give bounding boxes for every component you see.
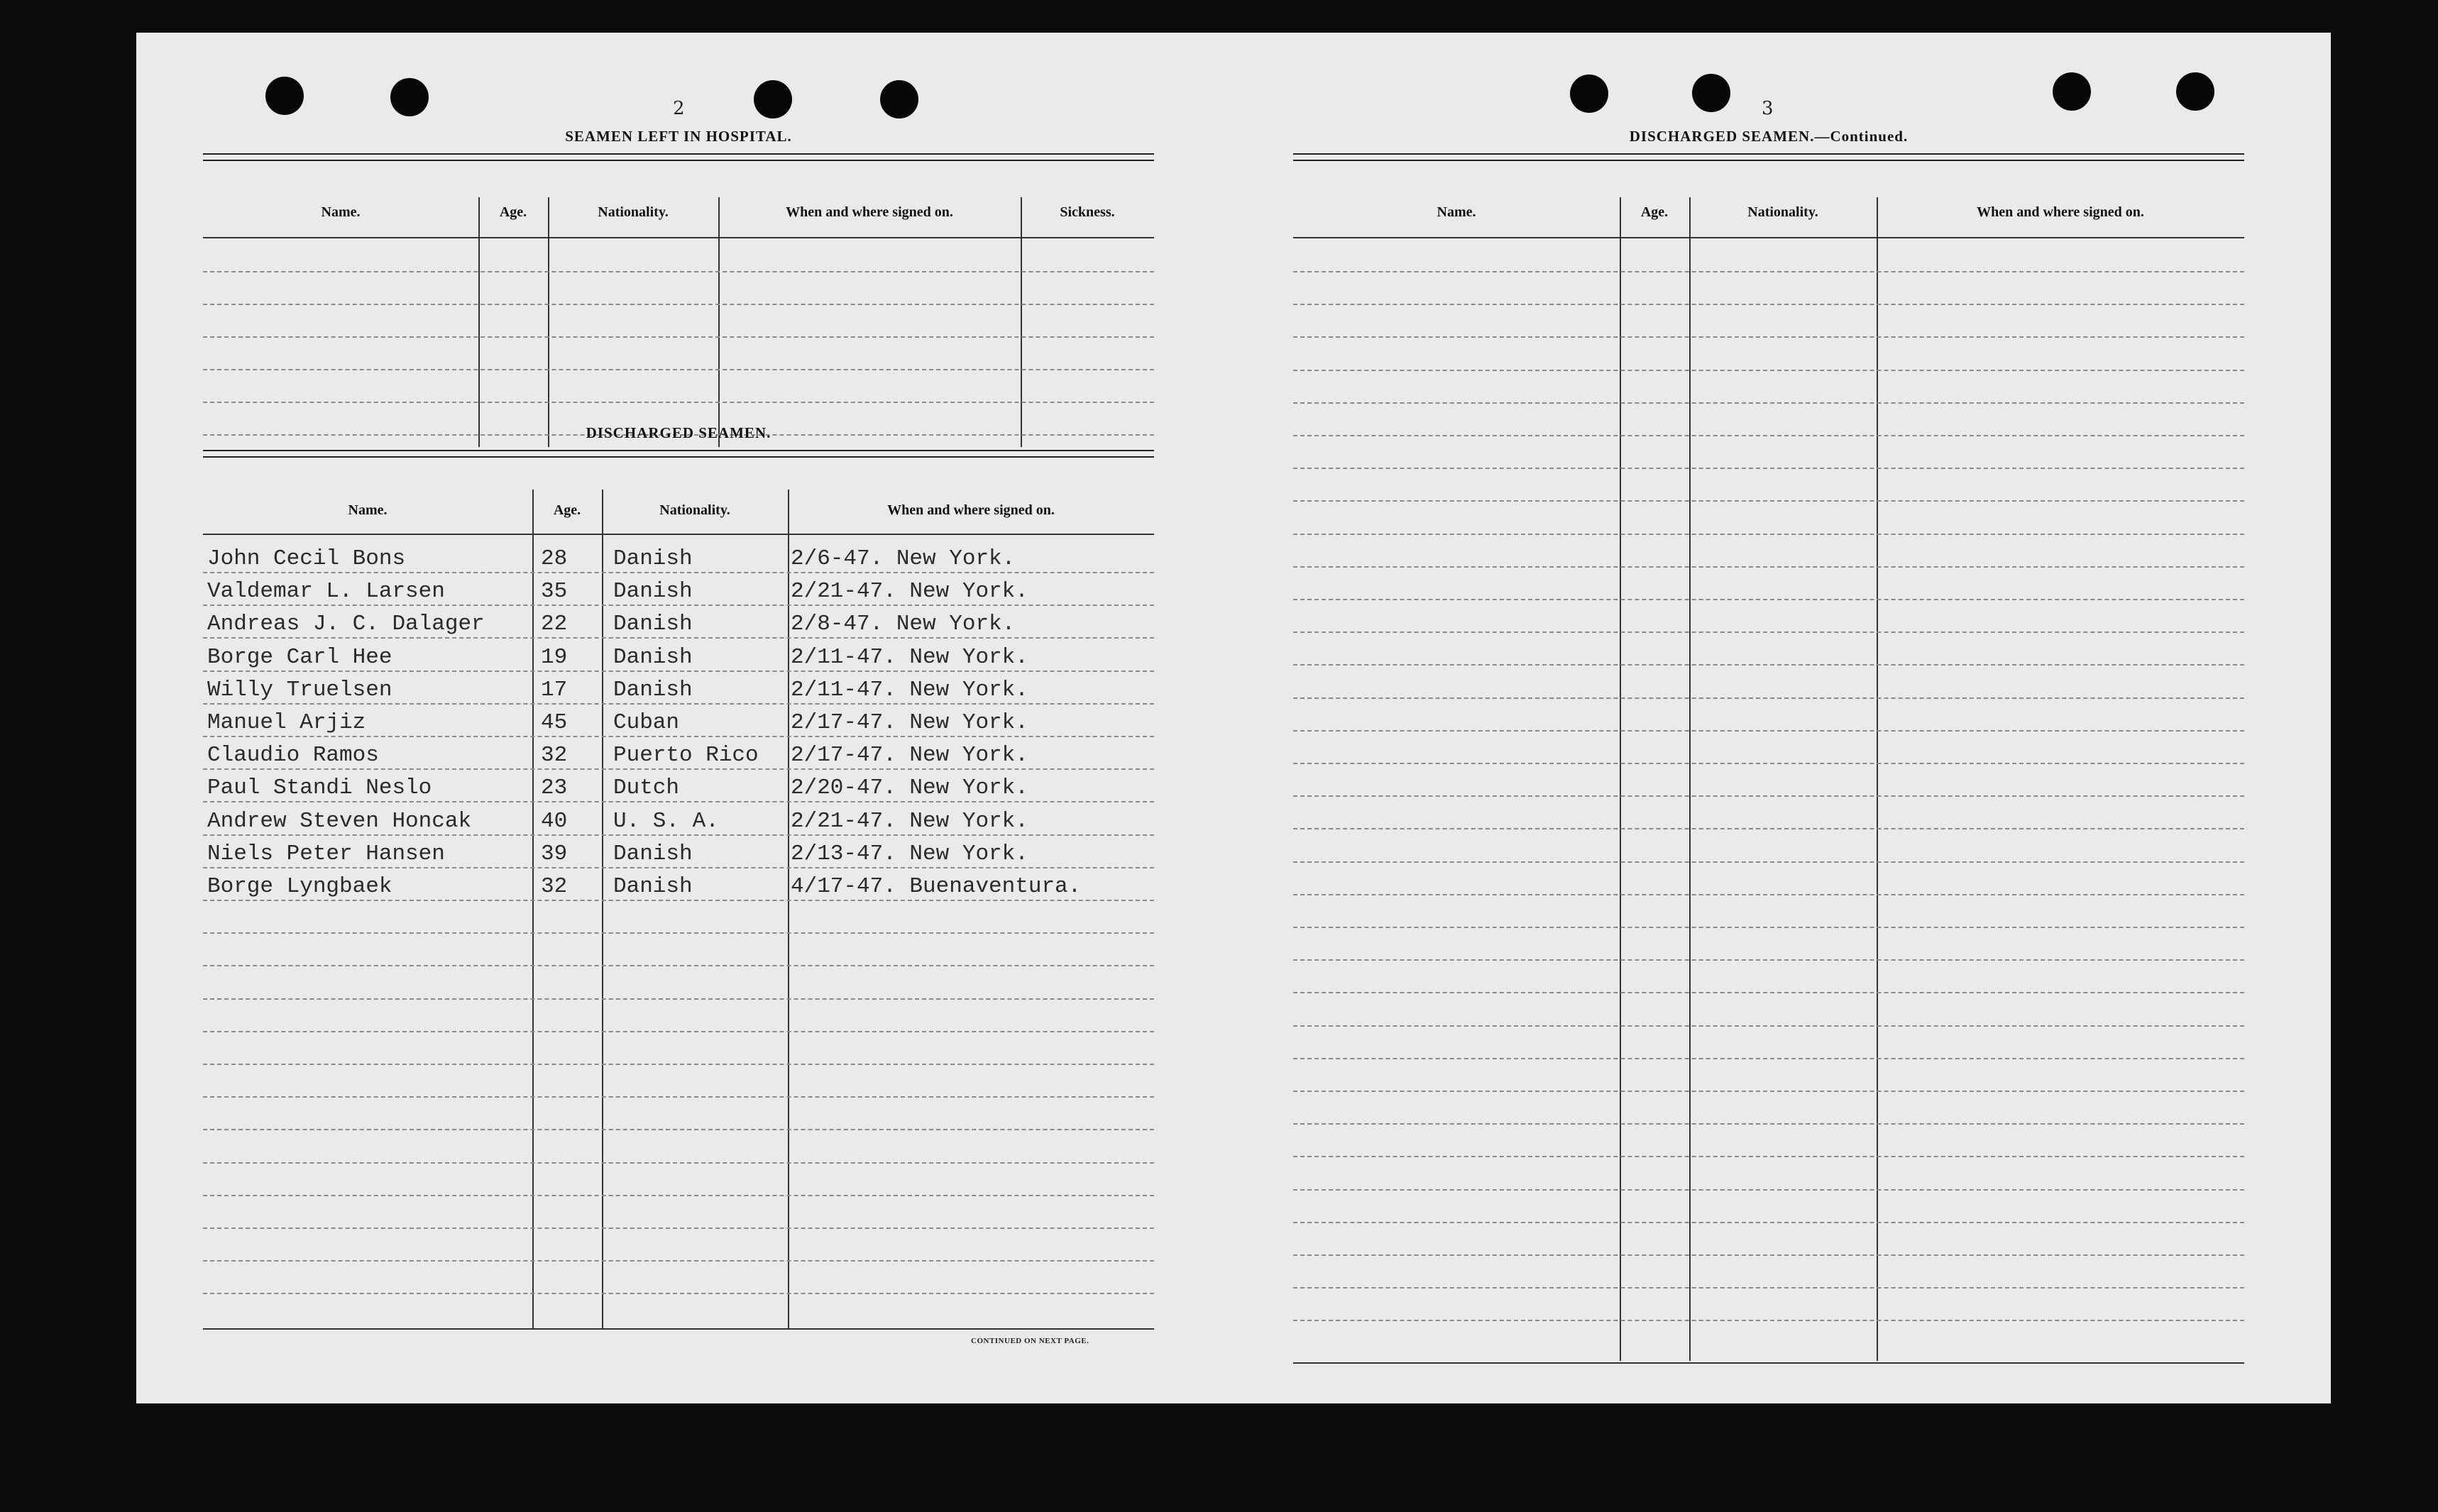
discharged-table	[203, 450, 1154, 1330]
cell-signed-on: 2/21-47. New York.	[791, 579, 1028, 604]
cell-nationality: Danish	[613, 645, 693, 670]
row-dotted-line	[1293, 795, 2244, 797]
row-dotted-line	[203, 768, 1154, 770]
discharged-section-title: DISCHARGED SEAMEN.	[586, 424, 772, 441]
row-dotted-line	[1293, 271, 2244, 272]
row-dotted-line	[203, 900, 1154, 901]
cell-signed-on: 2/11-47. New York.	[791, 645, 1028, 670]
row-dotted-line	[1293, 730, 2244, 732]
column-divider	[1689, 197, 1691, 1361]
column-divider	[602, 490, 603, 1330]
row-dotted-line	[203, 1129, 1154, 1130]
row-dotted-line	[203, 1195, 1154, 1196]
row-dotted-line	[203, 1260, 1154, 1262]
row-dotted-line	[203, 834, 1154, 836]
cell-name: Valdemar L. Larsen	[207, 579, 445, 604]
row-dotted-line	[1293, 500, 2244, 502]
row-dotted-line	[1293, 697, 2244, 699]
row-dotted-line	[203, 965, 1154, 966]
cell-name: Borge Carl Hee	[207, 645, 392, 670]
row-dotted-line	[1293, 927, 2244, 928]
cell-age: 28	[541, 546, 568, 571]
row-dotted-line	[203, 1293, 1154, 1294]
table-top-rule	[1293, 153, 2244, 161]
row-dotted-line	[1293, 664, 2244, 666]
row-dotted-line	[203, 336, 1154, 338]
row-dotted-line	[1293, 1320, 2244, 1321]
row-dotted-line	[203, 572, 1154, 573]
row-dotted-line	[1293, 1091, 2244, 1092]
cell-age: 32	[541, 743, 568, 768]
cell-age: 32	[541, 874, 568, 899]
row-dotted-line	[203, 1096, 1154, 1098]
col-head-age: Age.	[499, 204, 527, 220]
continued-note: CONTINUED ON NEXT PAGE.	[971, 1337, 1089, 1345]
row-dotted-line	[203, 271, 1154, 272]
cell-signed-on: 2/17-47. New York.	[791, 710, 1028, 735]
row-dotted-line	[1293, 1254, 2244, 1256]
row-dotted-line	[1293, 1058, 2244, 1059]
table-bottom-rule	[203, 1328, 1154, 1330]
column-divider	[1021, 197, 1022, 447]
row-dotted-line	[1293, 534, 2244, 535]
cell-age: 40	[541, 809, 568, 834]
header-rule	[1293, 237, 2244, 238]
row-dotted-line	[1293, 1123, 2244, 1125]
col-head-name: Name.	[321, 204, 361, 220]
column-divider	[718, 197, 720, 447]
cell-name: Claudio Ramos	[207, 743, 379, 768]
col-head-signed-on: When and where signed on.	[887, 502, 1055, 518]
col-head-nationality: Nationality.	[1747, 204, 1818, 220]
column-divider	[1877, 197, 1878, 1361]
cell-age: 22	[541, 612, 568, 636]
row-dotted-line	[203, 801, 1154, 802]
table-top-rule	[203, 450, 1154, 458]
row-dotted-line	[1293, 304, 2244, 305]
punch-hole	[265, 77, 304, 115]
row-dotted-line	[1293, 894, 2244, 895]
row-dotted-line	[1293, 1287, 2244, 1288]
cell-nationality: Danish	[613, 841, 693, 866]
col-head-nationality: Nationality.	[659, 502, 730, 518]
row-dotted-line	[1293, 1189, 2244, 1191]
col-head-age: Age.	[1640, 204, 1669, 220]
col-head-sickness: Sickness.	[1060, 204, 1115, 220]
column-divider	[478, 197, 480, 447]
cell-age: 17	[541, 678, 568, 702]
cell-age: 35	[541, 579, 568, 604]
col-head-name: Name.	[348, 502, 388, 518]
row-dotted-line	[203, 1031, 1154, 1032]
row-dotted-line	[1293, 402, 2244, 404]
right-section-title: DISCHARGED SEAMEN.—Continued.	[1629, 128, 1909, 145]
cell-age: 23	[541, 776, 568, 800]
row-dotted-line	[1293, 992, 2244, 993]
cell-age: 39	[541, 841, 568, 866]
hospital-section-title: SEAMEN LEFT IN HOSPITAL.	[565, 128, 792, 145]
cell-name: Paul Standi Neslo	[207, 776, 432, 800]
cell-signed-on: 2/17-47. New York.	[791, 743, 1028, 768]
cell-nationality: Danish	[613, 579, 693, 604]
cell-signed-on: 2/6-47. New York.	[791, 546, 1016, 571]
row-dotted-line	[203, 932, 1154, 934]
hospital-table	[203, 153, 1154, 447]
row-dotted-line	[203, 703, 1154, 705]
row-dotted-line	[1293, 599, 2244, 600]
cell-nationality: Danish	[613, 874, 693, 899]
cell-nationality: Danish	[613, 546, 693, 571]
row-dotted-line	[203, 736, 1154, 737]
column-divider	[548, 197, 549, 447]
cell-nationality: U. S. A.	[613, 809, 719, 834]
row-dotted-line	[203, 671, 1154, 672]
column-divider	[1620, 197, 1621, 1361]
cell-name: Manuel Arjiz	[207, 710, 366, 735]
punch-hole	[390, 78, 429, 116]
row-dotted-line	[203, 867, 1154, 868]
punch-hole	[754, 80, 792, 118]
row-dotted-line	[203, 1162, 1154, 1164]
row-dotted-line	[1293, 1156, 2244, 1157]
cell-signed-on: 2/13-47. New York.	[791, 841, 1028, 866]
cell-nationality: Dutch	[613, 776, 680, 800]
page-number-left: 2	[673, 98, 685, 119]
row-dotted-line	[203, 998, 1154, 1000]
cell-signed-on: 2/8-47. New York.	[791, 612, 1016, 636]
row-dotted-line	[203, 1064, 1154, 1065]
row-dotted-line	[203, 637, 1154, 639]
row-dotted-line	[1293, 631, 2244, 633]
cell-age: 45	[541, 710, 568, 735]
column-divider	[788, 490, 789, 1330]
row-dotted-line	[1293, 468, 2244, 469]
row-dotted-line	[1293, 959, 2244, 961]
col-head-signed-on: When and where signed on.	[1977, 204, 2144, 220]
row-dotted-line	[1293, 1025, 2244, 1027]
right-discharged-table	[1293, 153, 2244, 1367]
cell-age: 19	[541, 645, 568, 670]
table-bottom-rule	[1293, 1362, 2244, 1364]
punch-hole	[2176, 72, 2214, 111]
table-top-rule	[203, 153, 1154, 161]
cell-signed-on: 2/21-47. New York.	[791, 809, 1028, 834]
cell-nationality: Danish	[613, 678, 693, 702]
punch-hole	[2053, 72, 2091, 111]
column-divider	[532, 490, 534, 1330]
header-rule	[203, 534, 1154, 535]
row-dotted-line	[203, 605, 1154, 606]
row-dotted-line	[1293, 1222, 2244, 1223]
cell-nationality: Puerto Rico	[613, 743, 759, 768]
cell-signed-on: 2/20-47. New York.	[791, 776, 1028, 800]
cell-name: Andreas J. C. Dalager	[207, 612, 485, 636]
row-dotted-line	[203, 304, 1154, 305]
row-dotted-line	[203, 1227, 1154, 1229]
row-dotted-line	[1293, 566, 2244, 568]
row-dotted-line	[1293, 336, 2244, 338]
cell-nationality: Danish	[613, 612, 693, 636]
cell-name: John Cecil Bons	[207, 546, 406, 571]
row-dotted-line	[1293, 828, 2244, 829]
col-head-signed-on: When and where signed on.	[786, 204, 953, 220]
row-dotted-line	[1293, 861, 2244, 863]
punch-hole	[1692, 74, 1730, 112]
cell-name: Niels Peter Hansen	[207, 841, 445, 866]
cell-name: Andrew Steven Honcak	[207, 809, 472, 834]
document-sheet	[136, 33, 2331, 1403]
row-dotted-line	[1293, 370, 2244, 371]
row-dotted-line	[1293, 763, 2244, 764]
cell-name: Borge Lyngbaek	[207, 874, 392, 899]
cell-name: Willy Truelsen	[207, 678, 392, 702]
col-head-name: Name.	[1437, 204, 1476, 220]
header-rule	[203, 237, 1154, 238]
punch-hole	[1570, 75, 1608, 113]
page-number-right: 3	[1762, 98, 1774, 119]
col-head-nationality: Nationality.	[598, 204, 669, 220]
row-dotted-line	[1293, 435, 2244, 436]
cell-signed-on: 2/11-47. New York.	[791, 678, 1028, 702]
col-head-age: Age.	[553, 502, 581, 518]
row-dotted-line	[203, 402, 1154, 403]
cell-signed-on: 4/17-47. Buenaventura.	[791, 874, 1082, 899]
cell-nationality: Cuban	[613, 710, 680, 735]
punch-hole	[880, 80, 918, 118]
row-dotted-line	[203, 369, 1154, 370]
